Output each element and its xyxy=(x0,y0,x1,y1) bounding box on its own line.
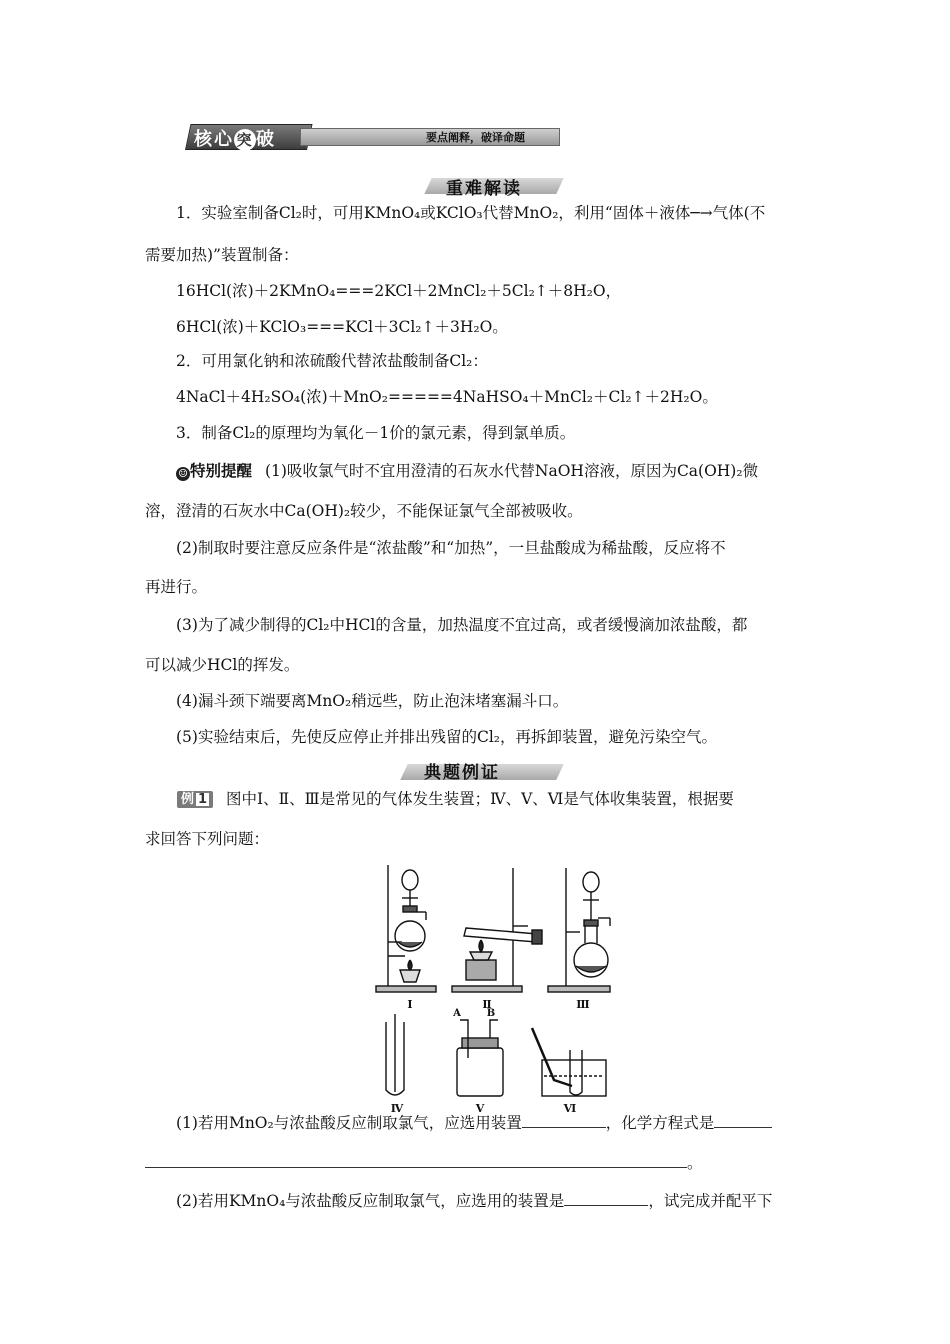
answer-blank-1a[interactable] xyxy=(522,1113,606,1128)
label-I: Ⅰ xyxy=(407,998,413,1011)
section1-title: 重难解读 xyxy=(446,179,522,199)
apparatus-5 xyxy=(457,1020,503,1096)
label-III: Ⅲ xyxy=(576,998,590,1011)
tip-line5: (3)为了减少制得的Cl₂中HCl的含量，加热温度不宜过高，或者缓慢滴加浓盐酸，都 xyxy=(176,616,748,634)
tip-line1 xyxy=(176,460,810,482)
example-line2: 求回答下列问题： xyxy=(145,830,270,848)
question-2-text-b: ，试完成并配平下 xyxy=(648,1192,773,1210)
para1-line2: 需要加热)”装置制备： xyxy=(145,246,299,264)
apparatus-3 xyxy=(548,868,610,992)
apparatus-2 xyxy=(452,868,542,992)
tip-line3: (2)制取时要注意反应条件是“浓盐酸”和“加热”，一旦盐酸成为稀盐酸，反应将不 xyxy=(176,539,726,557)
banner-subtitle: 要点阐释，破译命题 xyxy=(426,131,525,144)
example-badge-text: 例 xyxy=(181,792,195,807)
equation-2: 6HCl(浓)＋KClO₃===KCl＋3Cl₂↑＋3H₂O。 xyxy=(176,318,508,336)
example-text-a: 图中Ⅰ、Ⅱ、Ⅲ是常见的气体发生装置；Ⅳ、Ⅴ、Ⅵ是气体收集装置，根据要 xyxy=(226,790,734,808)
question-1-end: 。 xyxy=(687,1154,703,1172)
tip-line8: (5)实验结束后，先使反应停止并排出残留的Cl₂，再拆卸装置，避免污染空气。 xyxy=(176,728,717,746)
question-2-text-a: (2)若用KMnO₄与浓盐酸反应制取氯气，应选用的装置是 xyxy=(176,1192,565,1210)
label-B: B xyxy=(486,1008,496,1019)
question-1-line2 xyxy=(145,1152,810,1174)
banner-title xyxy=(194,125,276,151)
label-V: Ⅴ xyxy=(475,1102,485,1115)
example-line1 xyxy=(177,788,810,810)
tip-label: 特别提醒 xyxy=(190,462,253,480)
para3: 3．制备Cl₂的原理均为氧化－1价的氯元素，得到氯单质。 xyxy=(176,424,576,442)
label-II: Ⅱ xyxy=(482,998,492,1011)
label-IV: Ⅳ xyxy=(390,1102,404,1115)
smile-icon: ☺ xyxy=(176,467,190,481)
answer-blank-2a[interactable] xyxy=(564,1191,648,1206)
tip-line4: 再进行。 xyxy=(145,578,208,596)
para2: 2．可用氯化钠和浓硫酸代替浓盐酸制备Cl₂： xyxy=(176,352,488,370)
tip-line2: 溶，澄清的石灰水中Ca(OH)₂较少，不能保证氯气全部被吸收。 xyxy=(145,502,583,520)
apparatus-1 xyxy=(376,865,436,992)
para1-line1: 1．实验室制备Cl₂时，可用KMnO₄或KClO₃代替MnO₂，利用“固体＋液体─→气体(不 xyxy=(176,204,766,222)
question-2-line1 xyxy=(176,1190,810,1212)
example-badge xyxy=(177,791,213,808)
banner-title-left: 核心 xyxy=(194,129,234,150)
question-1-text-a: (1)若用MnO₂与浓盐酸反应制取氯气，应选用装置 xyxy=(176,1114,522,1132)
equation-3: 4NaCl＋4H₂SO₄(浓)＋MnO₂=====4NaHSO₄＋MnCl₂＋Cl₂↑＋2H₂O。 xyxy=(176,388,718,406)
question-1-text-b: ，化学方程式是 xyxy=(605,1114,715,1132)
apparatus-4 xyxy=(386,1014,404,1095)
tip-text-1a: (1)吸收氯气时不宜用澄清的石灰水代替NaOH溶液，原因为Ca(OH)₂微 xyxy=(264,462,759,480)
label-VI: Ⅵ xyxy=(563,1102,577,1115)
apparatus-6 xyxy=(532,1028,606,1096)
section2-title: 典题例证 xyxy=(424,763,500,783)
answer-blank-1c[interactable] xyxy=(145,1153,687,1168)
example-badge-num: 1 xyxy=(198,792,208,807)
label-A: A xyxy=(453,1008,461,1019)
tip-line7: (4)漏斗颈下端要离MnO₂稍远些，防止泡沫堵塞漏斗口。 xyxy=(176,692,569,710)
banner-title-circle: 突 xyxy=(234,129,256,151)
tip-line6: 可以减少HCl的挥发。 xyxy=(145,656,300,674)
question-1-line1 xyxy=(176,1112,810,1134)
answer-blank-1b[interactable] xyxy=(714,1113,772,1128)
equation-1: 16HCl(浓)＋2KMnO₄===2KCl＋2MnCl₂＋5Cl₂↑＋8H₂O， xyxy=(176,282,622,300)
apparatus-figure xyxy=(370,860,630,1118)
banner-title-right: 破 xyxy=(256,129,276,150)
